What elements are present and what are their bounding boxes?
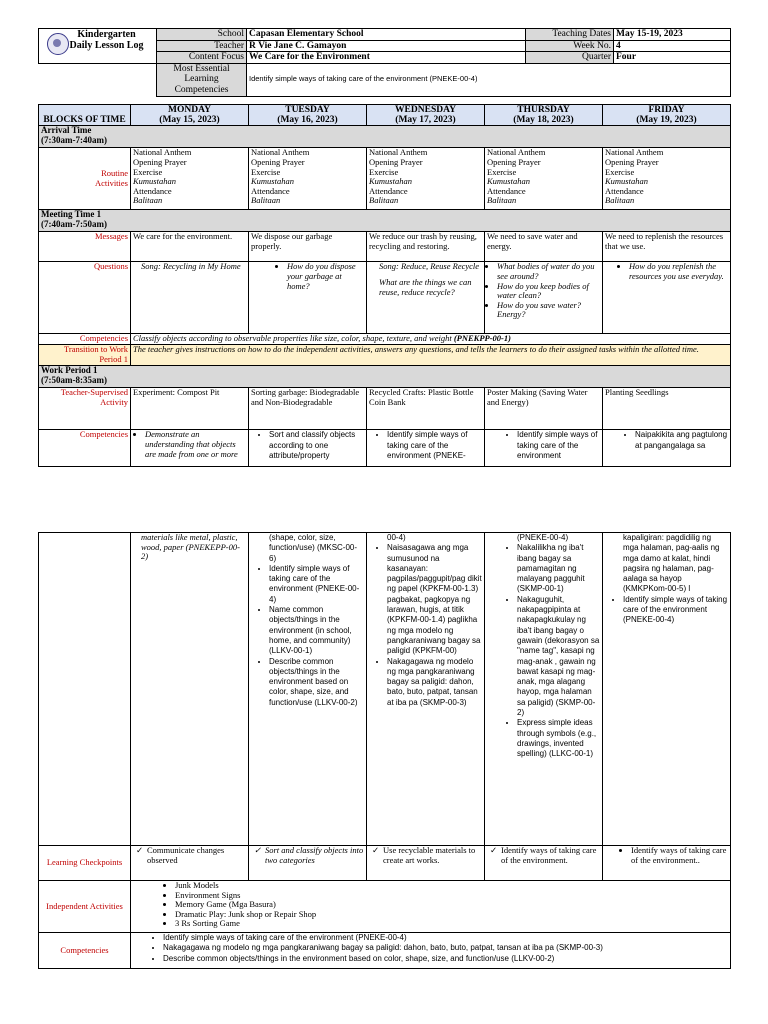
comp2-mon-bottom: materials like metal, plastic, wood, paper (PNEKEPP-00-2)	[131, 533, 249, 846]
comp-item: • Nakagagawa ng modelo ng mga pangkaraniwang bagay sa paligid: dahon, bato, buto, patpat, tansan at iba pa (SKMP-00-3)	[163, 943, 728, 953]
message-wed: We reduce our trash by reusing, recycling and restoring.	[367, 232, 485, 262]
comp-lead: (PNEKE-00-4)	[517, 533, 569, 542]
routine-item: Exercise	[251, 166, 281, 177]
comp2-fri-bottom	[603, 533, 731, 846]
routine-item: Exercise	[133, 166, 163, 177]
routine-item: Opening Prayer	[369, 157, 423, 167]
routine-item: Opening Prayer	[487, 157, 541, 167]
arrival-section	[39, 126, 731, 148]
routine-item: Balitaan	[369, 195, 399, 206]
school-label: School	[157, 29, 247, 41]
routine-item: Opening Prayer	[605, 157, 659, 167]
supervised-wed: Recycled Crafts: Plastic Bottle Coin Bank	[367, 388, 485, 430]
routine-item: Balitaan	[487, 195, 517, 206]
day-header-thu	[485, 105, 603, 126]
question-item: • How do you save water? Energy?	[497, 301, 600, 320]
routine-item: National Anthem	[487, 147, 546, 158]
mel-label-line1: Most Essential	[173, 63, 230, 74]
routine-label-line1: Routine	[101, 168, 128, 179]
competencies3-label: Competencies	[39, 933, 131, 969]
day-date: (May 19, 2023)	[636, 115, 697, 126]
independent-item: • Junk Models	[175, 881, 728, 891]
comp-lead: (shape, color, size, function/use) (MKSC-00-6)	[269, 533, 358, 563]
arrival-title: Arrival Time	[41, 125, 92, 136]
independent-item: • Environment Signs	[175, 891, 728, 901]
comp2-label-continued	[39, 533, 131, 846]
day-name: TUESDAY	[285, 105, 330, 115]
question-thu	[485, 262, 603, 334]
comp-item: • Naipakikita ang pagtulong at pangangalaga sa	[635, 430, 728, 451]
comp2-tue-bottom	[249, 533, 367, 846]
question-item: • How do you keep bodies of water clean?	[497, 282, 600, 301]
checkpoint-item: ✓ Sort and classify objects into two categories	[265, 846, 364, 865]
meeting-section	[39, 210, 731, 232]
competencies-code: (PNEKPP-00-1)	[453, 333, 511, 344]
question-item: What are the things we can reuse, reduce recycle?	[379, 277, 472, 297]
work-section	[39, 366, 731, 388]
comp-item: • Identify simple ways of taking care of the environment (PNEKE-00-4)	[163, 933, 728, 943]
supervised-tue: Sorting garbage: Biodegradable and Non-Biodegradable	[249, 388, 367, 430]
transition-label-line1: Transition to Work	[63, 344, 128, 355]
message-tue: We dispose our garbage properly.	[249, 232, 367, 262]
header-table	[38, 28, 731, 97]
teacher-label: Teacher	[157, 40, 247, 52]
meeting-title: Meeting Time 1	[41, 209, 102, 220]
routine-item: Opening Prayer	[133, 157, 187, 167]
blocks-of-time-header: BLOCKS OF TIME	[39, 105, 131, 126]
routine-item: Exercise	[487, 166, 517, 177]
competencies-text: Classify objects according to observable properties like size, color, shape, texture, and weight	[133, 333, 454, 344]
routine-item: Kumustahan	[251, 176, 294, 187]
mel-label-line2: Learning	[184, 74, 219, 84]
day-header-fri	[603, 105, 731, 126]
header-title-line1: Kindergarten	[77, 29, 136, 40]
message-fri: We need to replenish the resources that we use.	[603, 232, 731, 262]
routine-item: Kumustahan	[133, 176, 176, 187]
day-name: THURSDAY	[517, 105, 570, 115]
comp-item: • Sort and classify objects according to one attribute/property	[269, 430, 364, 461]
week-value: 4	[614, 40, 731, 52]
transition-label	[39, 345, 131, 366]
messages-label: Messages	[39, 232, 131, 262]
question-song: Song: Reduce, Reuse Recycle	[379, 261, 480, 272]
comp2-wed-bottom	[367, 533, 485, 846]
routine-item: Balitaan	[133, 195, 163, 206]
question-fri	[603, 262, 731, 334]
day-date: (May 16, 2023)	[277, 115, 338, 126]
day-date: (May 17, 2023)	[395, 115, 456, 126]
question-mon: Song: Recycling in My Home	[131, 262, 249, 334]
comp-lead: kapaligiran: pagdidilig ng mga halaman, pag-aalis ng mga damo at kalat, hindi pagsira ng halaman, pag-aalaga sa hayop (KMKPKom-00-5) l	[623, 533, 720, 594]
comp-item: • Nakaguguhit, nakapagpipinta at nakapagkukulay ng iba't ibang bagay o gawain (dekorasyon sa "name tag", kasapi ng mag-anak , gawain ng bawat kasapi ng mag-anak, mga alagang hayop, mga halaman sa paligid) (SKMP-00-2)	[517, 595, 600, 719]
routine-item: Opening Prayer	[251, 157, 305, 167]
routine-item: Exercise	[605, 166, 635, 177]
question-tue	[249, 262, 367, 334]
header-blank	[39, 63, 157, 96]
message-mon: We care for the environment.	[131, 232, 249, 262]
schedule-table-continued	[38, 532, 731, 969]
supervised-mon: Experiment: Compost Pit	[131, 388, 249, 430]
mel-label	[157, 63, 247, 96]
checkpoint-item: • Identify ways of taking care of the environment..	[631, 846, 728, 865]
focus-value: We Care for the Environment	[247, 52, 526, 64]
comp-item: • Identify simple ways of taking care of the environment (PNEKE-00-4)	[623, 595, 728, 626]
question-item: • How do you replenish the resources you use everyday.	[629, 262, 728, 281]
comp-item: • Naisasagawa ang mga sumusunod na kasanayan: pagpilas/paggupit/pag dikit ng papel (KPKFM-00-1.3) pagbakat, pagkopya ng larawan, hugis, at titik (KPKFM-00-1.4) paglikha ng mga modelo ng pangkaraniwang bagay sa paligid (KPKFM-00)	[387, 543, 482, 656]
routine-item: Kumustahan	[487, 176, 530, 187]
checkpoint-tue	[249, 846, 367, 881]
independent-activities	[131, 881, 731, 933]
routine-label	[39, 148, 131, 210]
deped-seal-icon	[47, 33, 69, 55]
comp-item: • Describe common objects/things in the environment based on color, shape, size, and function/use (LLKV-00-2)	[163, 954, 728, 964]
question-item: • How do you dispose your garbage at home?	[287, 262, 364, 291]
header-title-cell	[39, 29, 157, 64]
comp-item: • Express simple ideas through symbols (e.g., drawings, invented spelling) (LLKC-00-1)	[517, 718, 600, 759]
questions-label: Questions	[39, 262, 131, 334]
competencies-value	[131, 334, 731, 345]
competencies3-list	[131, 933, 731, 969]
supervised-thu: Poster Making (Saving Water and Energy)	[485, 388, 603, 430]
independent-label: Independent Activities	[39, 881, 131, 933]
routine-item: Exercise	[369, 166, 399, 177]
routine-item: Attendance	[369, 185, 408, 196]
header-title-line2: Daily Lesson Log	[69, 40, 144, 51]
comp-lead: 00-4)	[387, 533, 406, 542]
teacher-value: R Vie Jane C. Gamayon	[247, 40, 526, 52]
routine-item: Kumustahan	[369, 176, 412, 187]
routine-item: National Anthem	[369, 147, 428, 158]
day-header-tue	[249, 105, 367, 126]
mel-value: Identify simple ways of taking care of the environment (PNEKE-00-4)	[247, 63, 731, 96]
work-title: Work Period 1	[41, 365, 98, 376]
supervised-label-line1: Teacher-Supervised	[60, 387, 128, 398]
comp-item: • Describe common objects/things in the environment based on color, shape, size, and function/use (LLKV-00-2)	[269, 657, 364, 708]
routine-cell-wed	[367, 148, 485, 210]
day-header-wed	[367, 105, 485, 126]
day-name: MONDAY	[168, 105, 211, 115]
supervised-label	[39, 388, 131, 430]
competencies2-label: Competencies	[39, 430, 131, 467]
independent-item: • Dramatic Play: Junk shop or Repair Shop	[175, 910, 728, 920]
comp2-fri-top	[603, 430, 731, 467]
comp-item: • Name common objects/things in the environment (in school, home, and community) (LLKV-00-1)	[269, 605, 364, 656]
day-header-mon	[131, 105, 249, 126]
transition-text: The teacher gives instructions on how to do the independent activities, answers any questions, and tells the learners to do their assigned tasks within the allotted time.	[131, 345, 731, 366]
day-name: WEDNESDAY	[395, 105, 456, 115]
day-name: FRIDAY	[648, 105, 685, 115]
message-thu: We need to save water and energy.	[485, 232, 603, 262]
question-wed	[367, 262, 485, 334]
independent-item: • 3 Rs Sorting Game	[175, 919, 728, 929]
routine-item: Kumustahan	[605, 176, 648, 187]
routine-item: Attendance	[487, 185, 526, 196]
comp2-thu-top	[485, 430, 603, 467]
comp2-wed-top	[367, 430, 485, 467]
dates-value: May 15-19, 2023	[614, 29, 731, 41]
checkpoints-label: Learning Checkpoints	[39, 846, 131, 881]
focus-label: Content Focus	[157, 52, 247, 64]
quarter-value: Four	[614, 52, 731, 64]
routine-cell-tue	[249, 148, 367, 210]
checkpoint-item: ✓ Communicate changes observed	[147, 846, 246, 865]
day-date: (May 18, 2023)	[513, 115, 574, 126]
routine-item: Balitaan	[251, 195, 281, 206]
comp-item: • Identify simple ways of taking care of the environment	[517, 430, 600, 461]
checkpoint-item: ✓ Use recyclable materials to create art works.	[383, 846, 482, 865]
schedule-table	[38, 104, 731, 467]
checkpoint-fri	[603, 846, 731, 881]
quarter-label: Quarter	[526, 52, 614, 64]
day-date: (May 15, 2023)	[159, 115, 220, 126]
work-time: (7:50am-8:35am)	[41, 375, 107, 386]
checkpoint-item: ✓ Identify ways of taking care of the environment.	[501, 846, 600, 865]
routine-item: National Anthem	[133, 147, 192, 158]
routine-cell-thu	[485, 148, 603, 210]
routine-item: National Anthem	[605, 147, 664, 158]
comp-item: • Nakagagawa ng modelo ng mga pangkaraniwang bagay sa paligid: dahon, bato, buto, patpat, tansan at iba pa (SKMP-00-3)	[387, 657, 482, 708]
dates-label: Teaching Dates	[526, 29, 614, 41]
comp-item: • Identify simple ways of taking care of the environment (PNEKE-00-4)	[269, 564, 364, 605]
comp2-tue-top	[249, 430, 367, 467]
meeting-time: (7:40am-7:50am)	[41, 219, 107, 230]
week-label: Week No.	[526, 40, 614, 52]
independent-item: • Memory Game (Mga Basura)	[175, 900, 728, 910]
routine-label-line2: Activities	[94, 177, 128, 188]
comp-item: • Demonstrate an understanding that objects are made from one or more	[145, 430, 246, 459]
supervised-label-line2: Activity	[100, 397, 128, 407]
supervised-fri: Planting Seedlings	[603, 388, 731, 430]
checkpoint-wed	[367, 846, 485, 881]
checkpoint-mon	[131, 846, 249, 881]
transition-label-line2: Period 1	[99, 354, 128, 364]
routine-cell-fri	[603, 148, 731, 210]
routine-item: Attendance	[133, 185, 172, 196]
checkpoint-thu	[485, 846, 603, 881]
question-item: • What bodies of water do you see around?	[497, 262, 600, 281]
routine-item: Balitaan	[605, 195, 635, 206]
school-value: Capasan Elementary School	[247, 29, 526, 41]
routine-item: Attendance	[605, 185, 644, 196]
routine-cell-mon	[131, 148, 249, 210]
routine-item: National Anthem	[251, 147, 310, 158]
comp2-mon-top	[131, 430, 249, 467]
mel-label-line3: Competencies	[174, 84, 229, 95]
comp-item: • Identify simple ways of taking care of the environment (PNEKE-	[387, 430, 482, 461]
comp-item: • Nakalilikha ng iba't ibang bagay sa pamamagitan ng malayang pagguhit (SKMP-00-1)	[517, 543, 600, 594]
arrival-time: (7:30am-7:40am)	[41, 135, 107, 146]
comp2-thu-bottom	[485, 533, 603, 846]
competencies-label: Competencies	[39, 334, 131, 345]
routine-item: Attendance	[251, 185, 290, 196]
